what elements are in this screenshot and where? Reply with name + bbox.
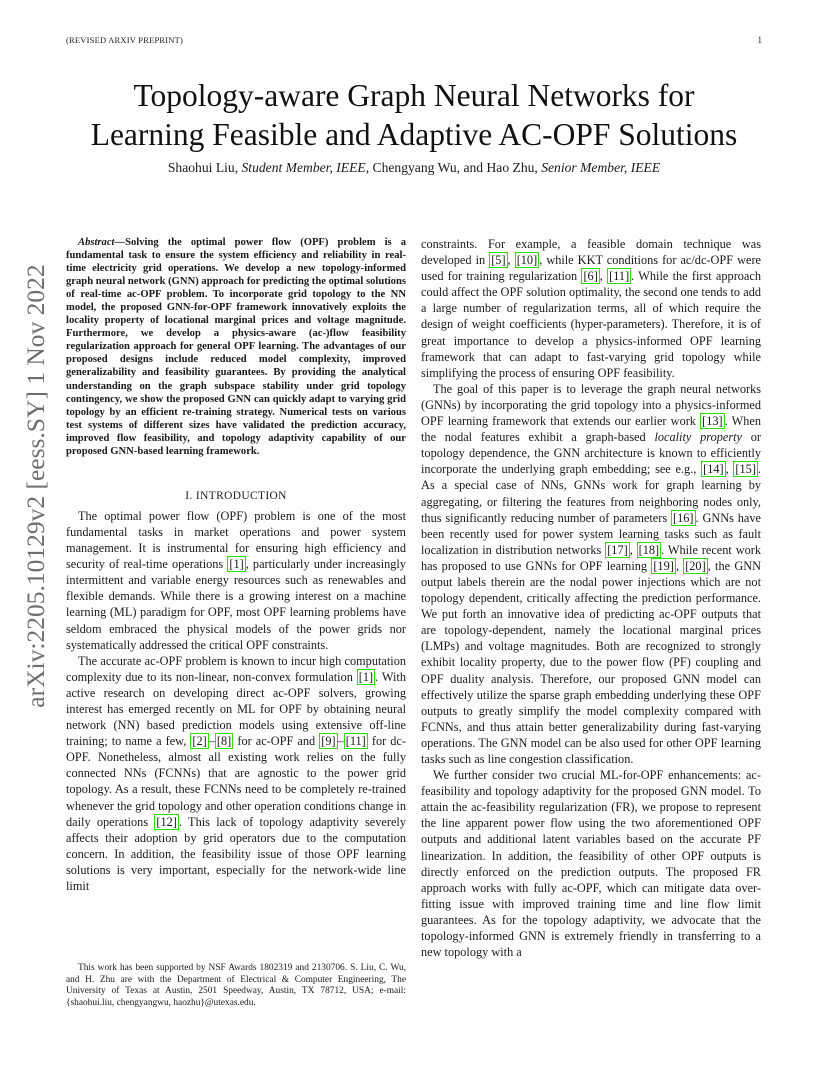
section-heading-introduction: I. INTRODUCTION — [185, 489, 287, 502]
citation-link[interactable]: [10] — [516, 253, 538, 268]
citation-link[interactable]: [20] — [685, 558, 706, 573]
paragraph-text: . This lack of topology adaptivity severely affects their adoption by grid operators due to the computation concern. In addition, the feasibility issue of those OPF learning solutions is very important, especially for the network-wide line limit — [66, 814, 406, 894]
title-line-2: Learning Feasible and Adaptive AC-OPF Solutions — [90, 117, 738, 152]
right-column — [421, 236, 761, 960]
paragraph-text: The accurate ac-OPF problem is known to incur high computation complexity due to its non-linear, non-convex formulation — [66, 653, 406, 684]
citation-link[interactable]: [9] — [321, 734, 336, 749]
paragraph-text: , the GNN output labels therein are the nodal power injections which are not topology dependent, critically affecting the prediction performance. We put forth an innovative idea of predicting ac-OPF outputs that are topology-dependent, namely the locational marginal prices (LMPs) and voltage magnitudes. Both are recognized to strongly exhibit locality property, due to the power flow (PF) coupling and OPF duality analysis. Therefore, our proposed GNN model can effectively utilize the sparse graph embedding underlying these OPF outputs to greatly simplify the model complexity compared with FCNNs, and thus attain better generalizability during fast-varying operations. The GNN model can be also used for other OPF learning tasks such as line congestion classification. — [421, 558, 761, 766]
paragraph-text: for dc-OPF. Nonetheless, almost all existing work relies on the fully connected NNs (FCNNs) that are agnostic to the power grid topology. As a result, these FCNNs need to be completely re-trained whenever the grid topology and other operation conditions change in daily operations — [66, 734, 406, 829]
paragraph-2 — [66, 653, 406, 894]
citation-link[interactable]: [5] — [491, 253, 506, 268]
citation-link[interactable]: [11] — [345, 734, 366, 749]
citation-link[interactable]: [11] — [609, 269, 630, 284]
title-line-1: Topology-aware Graph Neural Networks for — [133, 78, 695, 113]
author-3-membership: Senior Member, IEEE — [541, 160, 661, 175]
paragraph-text: , — [599, 269, 608, 284]
paragraph-text: or topology dependence, the GNN architecture is known to efficiently incorporate the underlying graph embedding; see e.g., — [421, 430, 761, 477]
arxiv-identifier — [21, 263, 50, 708]
author-line — [40, 160, 788, 176]
abstract-label: Abstract — [78, 237, 115, 248]
paragraph-text: , — [629, 542, 637, 557]
citation-link[interactable]: [15] — [735, 462, 756, 477]
abstract — [66, 236, 406, 458]
paragraph-3 — [421, 236, 761, 381]
paragraph-5 — [421, 767, 761, 960]
citation-link[interactable]: [19] — [653, 558, 674, 573]
paragraph-text: . While the first approach could affect the OPF solution optimality, the second one tends to add a large number of regularization terms, all of which require the design of weight coefficients (hyper-parameters). Therefore, it is of great importance to develop a physics-informed OPF learning framework that can adapt to fast-varying grid topology while simplifying the process of ensuring OPF feasibility. — [421, 269, 761, 380]
paragraph-text: , particularly under increasingly intermittent and variable energy resources such as renewables and flexible demands. While there is a growing interest on a machine learning (ML) paradigm for OPF, most OPF learning problems have seldom embraced the physical models of the power grids nor systematically addressed the critical OPF constraints. — [66, 557, 406, 652]
citation-link[interactable]: [13] — [702, 414, 723, 429]
citation-link[interactable]: [12] — [156, 814, 177, 829]
paragraph-text: , — [725, 462, 734, 477]
paragraph-4 — [421, 381, 761, 767]
running-head: (REVISED ARXIV PREPRINT) — [66, 35, 184, 45]
paragraph-text: . While recent work has proposed to use GNNs for OPF learning — [421, 542, 761, 573]
paragraph-text: The goal of this paper is to leverage the graph neural networks (GNNs) by incorporating the grid topology into a physics-informed OPF learning framework that extends our earlier work — [421, 381, 761, 429]
author-1: Shaohui Liu, — [167, 160, 242, 175]
authors-2-3: , Chengyang Wu, and Hao Zhu, — [365, 160, 542, 175]
paragraph-text: The optimal power flow (OPF) problem is one of the most fundamental tasks in market operations and power system management. It is instrumental for ensuring high efficiency and security of real-time operations — [66, 508, 406, 572]
paragraph-text: . When the nodal features exhibit a graph-based — [421, 414, 761, 445]
arxiv-identifier-text: arXiv:2205.10129v2 [eess.SY] 1 Nov 2022 — [21, 263, 50, 708]
footnote: This work has been supported by NSF Awards 1802319 and 2130706. S. Liu, C. Wu, and H. Zhu are with the Department of Electrical & Computer Engineering, The University of Texas at Austin, 2501 Speedway, Austin, TX 78712, USA; e-mail: {shaohui.liu, chengyangwu, haozhu}@utexas.edu. — [66, 963, 406, 1009]
paragraph-text: . With active research on developing direct ac-OPF solvers, growing interest has emerged recently on ML for OPF by obtaining neural network (NN) based prediction models using extensive off-line training; to name a few, — [66, 669, 406, 749]
paragraph-text: We further consider two crucial ML-for-OPF enhancements: ac-feasibility and topology adaptivity for the proposed GNN model. To attain the ac-feasibility regularization (FR), we propose to represent the line apparent power flow using the two aforementioned OPF outputs and additional latent variables based on the accurate PF linearization. In addition, the feasibility of other OPF outputs is directly enforced on the prediction outputs. The proposed FR approach works with fully ac-OPF, which can mitigate data over-fitting issue with improved training time and line flow limit guarantees. As for the topology adaptivity, we advocate that the topology-informed GNN is extremely friendly in transferring to a new topology with a — [421, 768, 761, 960]
citation-link[interactable]: [1] — [229, 557, 244, 572]
author-1-membership: Student Member, IEEE — [241, 160, 366, 175]
paragraph-text: , while KKT conditions for ac/dc-OPF were used for training regularization — [421, 253, 761, 284]
paragraph-text: , — [507, 253, 515, 268]
paragraph-text: , — [675, 558, 684, 573]
paragraph-text: – — [337, 734, 344, 749]
page-number: 1 — [757, 35, 762, 45]
paragraph-text: – — [208, 734, 215, 749]
citation-link[interactable]: [6] — [583, 269, 598, 284]
left-column — [66, 236, 406, 894]
paragraph-text: for ac-OPF and — [233, 734, 320, 749]
citation-link[interactable]: [8] — [216, 734, 232, 749]
paragraph-text: . As a special case of NNs, GNNs work for graph learning by aggregating, or filtering the features from neighboring nodes only, thus significantly reducing number of parameters — [421, 462, 761, 525]
abstract-text: —Solving the optimal power flow (OPF) problem is a fundamental task to ensure the system efficiency and reliability in real-time electricity grid operations. We develop a new topology-informed graph neural network (GNN) approach for predicting the optimal solutions of real-time ac-OPF problem. To incorporate grid topology to the NN model, the proposed GNN-for-OPF framework innovatively exploits the locality property of locational marginal prices and voltage magnitude. Furthermore, we develop a physics-aware (ac-)flow feasibility regularization approach for general OPF learning. The advantages of our proposed designs include reduced model complexity, improved generalizability and feasibility guarantees. By providing the analytical understanding on the graph subspace stability under grid topology contingency, we show the proposed GNN can quickly adapt to varying grid topology by an efficient re-training strategy. Numerical tests on various test systems of different sizes have validated the prediction accuracy, improved flow feasibility, and topology adaptivity capability of our proposed GNN-based learning framework. — [66, 237, 406, 457]
paragraph-text: . GNNs have been recently used for power system learning tasks such as fault localization in distribution networks — [421, 510, 761, 557]
paper-title — [40, 76, 788, 154]
citation-link[interactable]: [2] — [192, 734, 207, 749]
citation-link[interactable]: [17] — [607, 542, 628, 557]
citation-link[interactable]: [16] — [673, 510, 694, 525]
citation-link[interactable]: [1] — [358, 669, 374, 684]
citation-link[interactable]: [14] — [703, 462, 724, 477]
paragraph-text: constraints. For example, a feasible domain technique was developed in — [421, 237, 761, 268]
citation-link[interactable]: [18] — [638, 542, 660, 557]
paragraph-1 — [66, 508, 406, 653]
emphasis-locality-property: locality property — [654, 430, 742, 445]
